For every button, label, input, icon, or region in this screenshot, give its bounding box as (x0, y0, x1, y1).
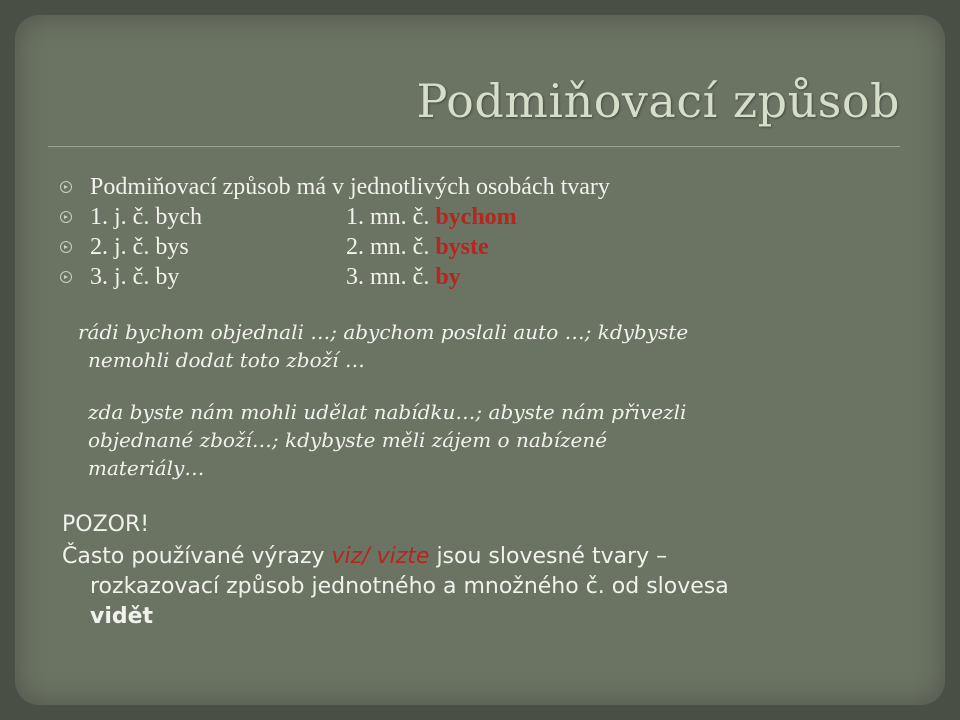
plural-form: bychom (435, 204, 517, 230)
bullet-item (60, 262, 610, 292)
note-videt: vidět (90, 604, 154, 629)
note-part-1: Často používané výrazy (62, 544, 332, 569)
singular-form: 1. j. č. bych (90, 204, 202, 230)
bullet-item (60, 172, 610, 202)
note-paragraph (62, 542, 892, 632)
example-2-line-2: objednané zboží…; kdybyste měli zájem o nabízené (88, 428, 608, 452)
singular-form: 3. j. č. by (90, 264, 180, 290)
note-line-2-text: rozkazovací způsob jednotného a množného č. od slovesa (90, 574, 729, 599)
plural-prefix: 3. mn. č. (346, 264, 436, 290)
note-part-2: jsou slovesné tvary – (429, 544, 668, 569)
note-line-2 (62, 572, 892, 632)
bullet-icon (60, 181, 72, 193)
note-vizte: viz/ vizte (331, 544, 430, 569)
example-2-line-3: materiály… (88, 456, 205, 480)
bullet-list (60, 172, 610, 292)
bullet-item (60, 202, 610, 232)
plural-prefix: 1. mn. č. (346, 204, 436, 230)
bullet-icon (60, 271, 72, 283)
bullet-item (60, 232, 610, 262)
warning-label: POZOR! (62, 512, 150, 537)
title-divider (48, 146, 900, 147)
bullet-icon (60, 211, 72, 223)
example-paragraph-2 (88, 398, 888, 482)
plural-prefix: 2. mn. č. (346, 234, 436, 260)
plural-form: byste (435, 234, 489, 260)
example-paragraph-1 (78, 318, 888, 374)
plural-form: by (435, 264, 461, 290)
example-1-line-2: nemohli dodat toto zboží … (88, 348, 365, 372)
slide-title: Podmiňovací způsob (416, 74, 900, 128)
example-2-line-1: zda byste nám mohli udělat nabídku…; abyste nám přivezli (88, 400, 687, 424)
bullet-text: Podmiňovací způsob má v jednotlivých osobách tvary (90, 174, 610, 200)
bullet-icon (60, 241, 72, 253)
example-1-line-1: rádi bychom objednali …; abychom poslali auto …; kdybyste (78, 320, 689, 344)
singular-form: 2. j. č. bys (90, 234, 189, 260)
